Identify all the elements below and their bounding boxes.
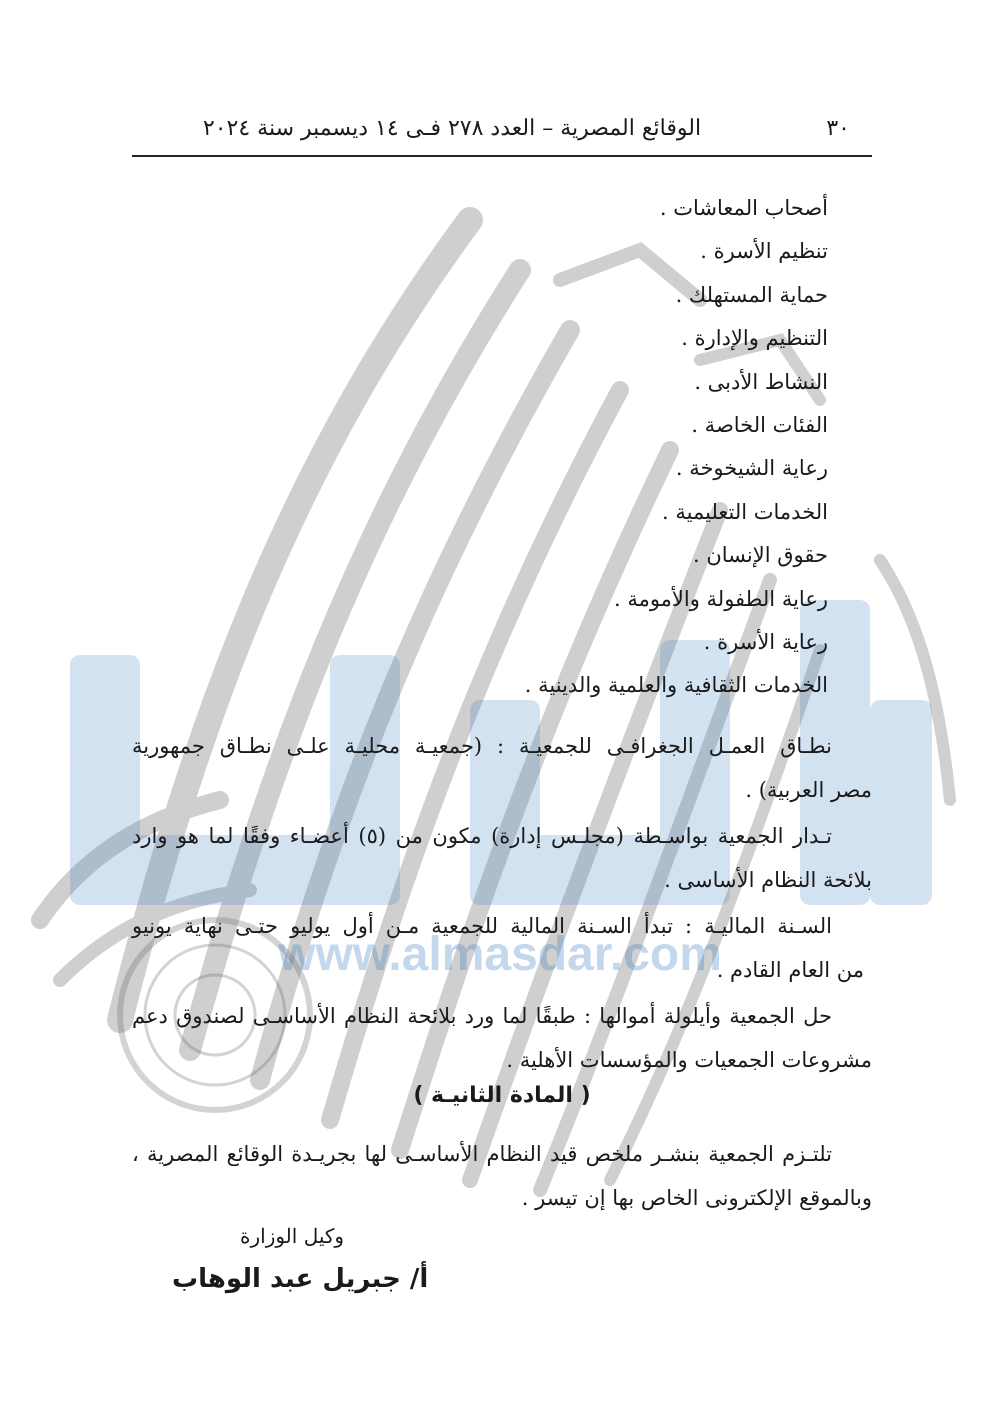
list-item: الخدمات الثقافية والعلمية والدينية . [524, 673, 828, 698]
article-title: ( المادة الثانيـة ) [413, 1083, 591, 1108]
list-item: حقوق الإنسان . [693, 543, 828, 568]
watermark-url: www.almasdar.com [278, 928, 722, 981]
paragraph-line: مشروعات الجمعيات والمؤسسات الأهلية . [506, 1048, 872, 1072]
list-item: التنظيم والإدارة . [681, 326, 828, 351]
paragraph-line: السـنة الماليـة : تبدأ السـنة المالية للجمعية مـن أول يوليو حتـى نهاية يونيو [132, 914, 832, 938]
activities-list [525, 190, 828, 711]
signature-name: أ/ جبريل عبد الوهاب [172, 1264, 429, 1294]
list-item: رعاية الطفولة والأمومة . [613, 586, 828, 611]
header-rule [132, 155, 872, 157]
paragraph-line: مصر العربية) . [745, 778, 872, 802]
paragraph-line: وبالموقع الإلكترونى الخاص بها إن تيسر . [521, 1186, 872, 1210]
list-item: تنظيم الأسرة . [700, 239, 828, 264]
list-item: أصحاب المعاشات . [659, 196, 828, 220]
list-item: الخدمات التعليمية . [662, 499, 828, 524]
page-header [132, 112, 872, 148]
paragraph-line: تلتـزم الجمعية بنشـر ملخص قيد النظام الأساسـى لها بجريـدة الوقائع المصرية ، [132, 1142, 832, 1166]
fiscal-paragraph [132, 904, 872, 992]
list-item: رعاية الشيخوخة . [675, 456, 828, 481]
list-item: الفئات الخاصة . [691, 412, 828, 437]
list-item: رعاية الأسرة . [703, 629, 828, 654]
list-item: حماية المستهلك . [675, 282, 828, 307]
list-item: النشاط الأدبى . [694, 369, 828, 394]
paragraph-line: نطـاق العمـل الجغرافـى للجمعيـة : (جمعيـة محليـة علـى نطـاق جمهورية [132, 734, 832, 758]
paragraph-line: بلائحة النظام الأساسى . [664, 868, 872, 892]
scope-paragraph [132, 724, 872, 812]
signature-role: وكيل الوزارة [240, 1224, 345, 1248]
paragraph-line: حل الجمعية وأيلولة أموالها : طبقًا لما ورد بلائحة النظام الأساسـى لصندوق دعم [132, 1004, 832, 1028]
dissolution-paragraph [132, 994, 872, 1082]
page-number: ٣٠ [826, 116, 850, 141]
publication-paragraph [132, 1132, 872, 1220]
issue-title: الوقائع المصرية – العدد ٢٧٨ فـى ١٤ ديسمبر سنة ٢٠٢٤ [202, 116, 702, 141]
paragraph-line: تـدار الجمعية بواسـطة (مجلـس إدارة) مكون من (٥) أعضـاء وفقًا لما هو وارد [132, 824, 832, 848]
paragraph-line: من العام القادم . [716, 958, 864, 982]
board-paragraph [132, 814, 872, 902]
